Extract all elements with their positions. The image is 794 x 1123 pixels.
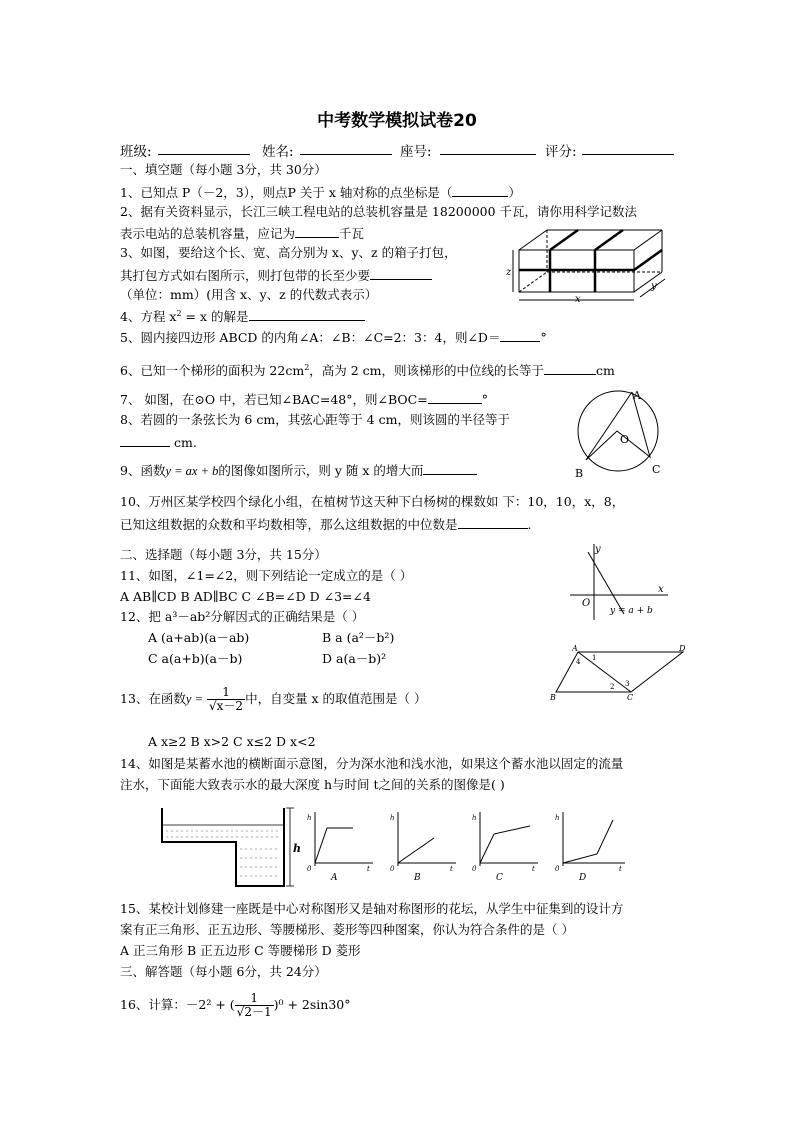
- box-figure: [505, 222, 680, 307]
- q3-blank[interactable]: [370, 266, 432, 280]
- name-field[interactable]: [300, 141, 392, 155]
- section-1-heading: 一、填空题（每小题 3分，共 30分）: [120, 162, 327, 177]
- question-15-options: A 正三角形 B 正五边形 C 等腰梯形 D 菱形: [120, 943, 361, 958]
- question-7: 7、 如图，在⊙O 中，若已知∠BAC=48°，则∠BOC= °: [120, 392, 488, 407]
- para-angle4-label: 4: [576, 658, 581, 666]
- box-y-label: y: [651, 281, 657, 292]
- pool-figure: [160, 806, 305, 888]
- box-x-label: x: [575, 294, 581, 305]
- class-label: 班级:: [120, 144, 152, 160]
- q8-blank[interactable]: [120, 433, 170, 447]
- para-angle1-label: 1: [592, 654, 597, 662]
- q7-blank[interactable]: [428, 390, 482, 404]
- circle-a-label: A: [633, 389, 641, 402]
- para-a-label: A: [572, 644, 578, 653]
- circle-figure: [570, 383, 670, 483]
- graph-a-t-label: t: [367, 865, 370, 873]
- graph-d-label: D: [579, 873, 587, 883]
- question-11-options: A AB∥CD B AD∥BC C ∠B=∠D D ∠3=∠4: [120, 589, 371, 604]
- box-z-label: z: [506, 267, 512, 278]
- graph-d-o-label: 0: [555, 865, 560, 873]
- graph-a-label: A: [331, 873, 338, 883]
- seat-field[interactable]: [440, 141, 536, 155]
- para-d-label: D: [679, 644, 686, 653]
- circle-c-label: C: [652, 463, 661, 476]
- graph-c: [470, 808, 540, 883]
- name-label: 姓名:: [262, 144, 294, 160]
- graph-c-o-label: 0: [472, 865, 477, 873]
- parallelogram-figure: [548, 642, 693, 702]
- graph-b-h-label: h: [390, 814, 395, 822]
- line-y-label: y: [595, 544, 601, 555]
- q1-blank[interactable]: [452, 183, 508, 197]
- question-2-line1: 2、据有关资料显示，长江三峡工程电站的总装机容量是 18200000 千瓦，请你用科学记数法: [120, 204, 638, 219]
- question-11: 11、如图，∠1=∠2，则下列结论一定成立的是（ ）: [120, 568, 413, 583]
- graph-b-o-label: 0: [390, 865, 395, 873]
- question-14-line1: 14、如图是某蓄水池的横断面示意图，分为深水池和浅水池，如果这个蓄水池以固定的流量: [120, 756, 624, 771]
- question-12-option-b: B a (a²－b²): [322, 630, 395, 645]
- question-4: 4、方程 $x^2 = x$ 的解是: [120, 307, 365, 325]
- q9-blank[interactable]: [423, 461, 477, 475]
- question-13-options: A x≥2 B x>2 C x≤2 D x<2: [148, 734, 316, 749]
- question-12-option-d: D a(a－b)²: [322, 651, 387, 666]
- graph-c-h-label: h: [472, 814, 477, 822]
- line-graph-figure: [568, 540, 672, 622]
- question-12: 12、把 a³－ab²分解因式的正确结果是（ ）: [120, 609, 365, 624]
- question-3-line3: （单位：mm）(用含 x、y、z 的代数式表示）: [120, 287, 378, 302]
- question-2-line2: 表示电站的总装机容量，应记为 千瓦: [120, 226, 365, 241]
- q5-blank[interactable]: [500, 328, 540, 342]
- graph-d: [553, 808, 628, 883]
- q13-fraction: $\frac{1}{√x-2}$: [209, 685, 244, 713]
- question-14-line2: 注水，下面能大致表示水的最大深度 h与时间 t之间的关系的图像是( ): [120, 777, 505, 792]
- question-3-line1: 3、如图，要给这个长、宽、高分别为 x、y、z 的箱子打包，: [120, 245, 457, 260]
- circle-o-label: O: [620, 433, 630, 446]
- para-angle3-label: 3: [625, 680, 630, 688]
- score-field[interactable]: [582, 141, 674, 155]
- graph-a-h-label: h: [307, 814, 312, 822]
- question-10-line2: 已知这组数据的众数和平均数相等，那么这组数据的中位数是 .: [120, 517, 532, 532]
- question-12-option-c: C a(a+b)(a－b): [148, 651, 243, 666]
- q6-blank[interactable]: [544, 361, 596, 375]
- graph-d-t-label: t: [619, 865, 622, 873]
- question-12-option-a: A (a+ab)(a－ab): [148, 630, 250, 645]
- class-field[interactable]: [158, 141, 250, 155]
- page-title: 中考数学模拟试卷20: [317, 111, 477, 131]
- para-b-label: B: [550, 693, 556, 702]
- q10-blank[interactable]: [458, 515, 528, 529]
- seat-label: 座号:: [400, 144, 432, 160]
- q16-fraction: $\frac{1}{√2-1}$: [236, 991, 272, 1019]
- line-x-label: x: [658, 584, 664, 595]
- question-6: 6、已知一个梯形的面积为 $22cm^2$，高为 2 cm，则该梯形的中位线的长等于 cm: [120, 362, 615, 378]
- para-c-label: C: [627, 693, 634, 702]
- graph-c-t-label: t: [532, 865, 535, 873]
- question-1: 1、已知点 P（－2，3），则点P 关于 x 轴对称的点坐标是（ ）: [120, 185, 521, 200]
- question-15-line2: 案有正三角形、正五边形、等腰梯形、菱形等四种图案，你认为符合条件的是（ ）: [120, 922, 574, 937]
- section-3-heading: 三、解答题（每小题 6分，共 24分）: [120, 964, 327, 979]
- graph-b: [388, 808, 458, 883]
- question-5: 5、圆内接四边形 ABCD 的内角∠A：∠B：∠C=2：3：4，则∠D＝ °: [120, 330, 547, 345]
- question-9: 9、函数y = ax + b的图像如图所示，则 y 随 x 的增大而: [120, 461, 477, 479]
- question-16: 16、计算：－2² + ( $\frac{1}{√2-1}$ )⁰ + 2sin30°: [120, 991, 351, 1019]
- line-o-label: O: [582, 598, 591, 609]
- pool-h-label: h: [293, 842, 301, 855]
- circle-b-label: B: [575, 467, 584, 480]
- section-2-heading: 二、选择题（每小题 3分，共 15分）: [120, 547, 327, 562]
- question-8-line1: 8、若圆的一条弦长为 6 cm，其弦心距等于 4 cm，则该圆的半径等于: [120, 412, 510, 427]
- question-8-line2: cm.: [120, 433, 197, 451]
- graph-a: [305, 808, 375, 883]
- question-15-line1: 15、某校计划修建一座既是中心对称图形又是轴对称图形的花坛，从学生中征集到的设计方: [120, 901, 624, 916]
- line-eq-label: y = a + b: [610, 606, 653, 616]
- para-angle2-label: 2: [610, 683, 615, 691]
- graph-c-label: C: [496, 873, 503, 883]
- graph-b-t-label: t: [450, 865, 453, 873]
- graph-d-h-label: h: [555, 814, 560, 822]
- question-13: 13、在函数y = $\frac{1}{√x-2}$ 中，自变量 x 的取值范围是（ ）: [120, 685, 427, 713]
- graph-b-label: B: [414, 873, 421, 883]
- q4-blank[interactable]: [249, 307, 365, 321]
- q2-blank[interactable]: [295, 224, 339, 238]
- question-3-line2: 其打包方式如右图所示，则打包带的长至少要: [120, 266, 432, 284]
- question-10-line1: 10、万州区某学校四个绿化小组，在植树节这天种下白杨树的棵数如 下：10，10，x，8，: [120, 494, 625, 509]
- graph-a-o-label: 0: [307, 865, 312, 873]
- score-label: 评分:: [545, 144, 577, 160]
